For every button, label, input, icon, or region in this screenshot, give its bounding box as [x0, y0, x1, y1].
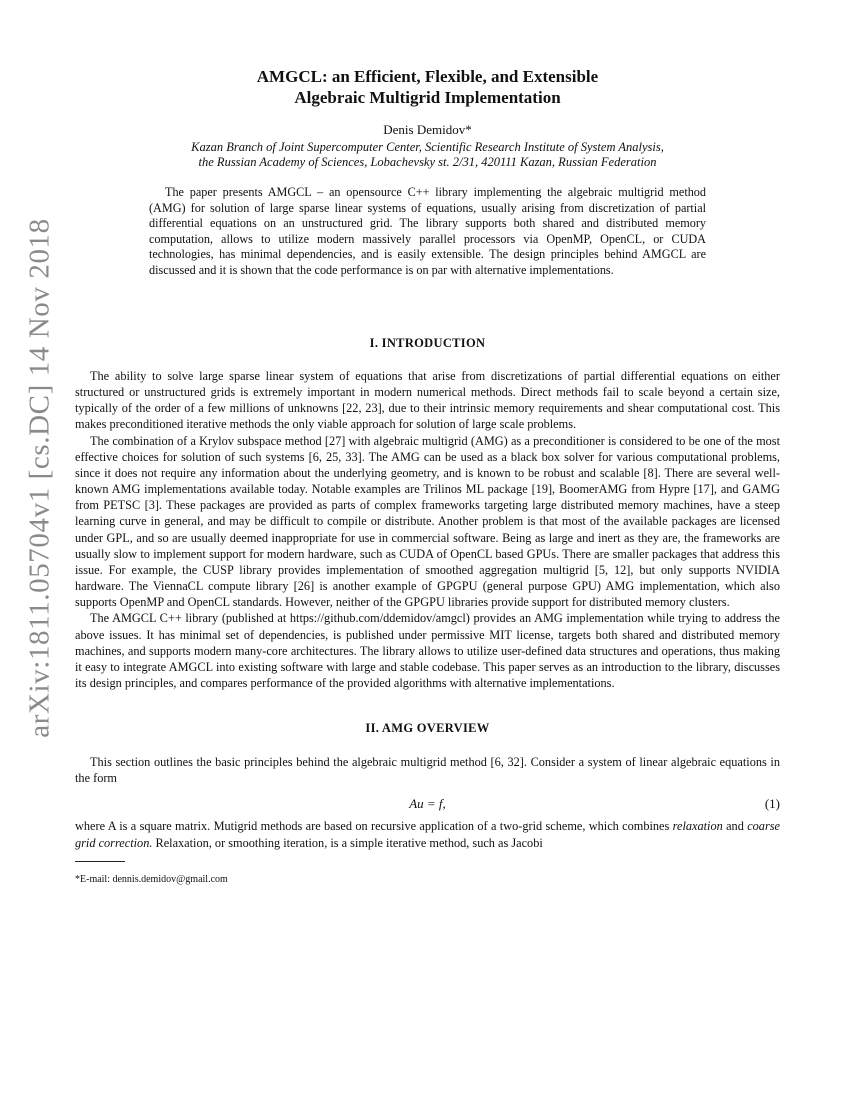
- amg-text-part-2: and: [722, 819, 748, 834]
- paper-title: [75, 66, 780, 108]
- equation-number: (1): [764, 796, 780, 812]
- equation-body: Au = f,: [409, 796, 446, 812]
- intro-paragraph-1: The ability to solve large sparse linear system of equations that arise from discretizations of partial differential equations on either structured or unstructured grids is extremely important in modern numerical methods. Direct methods fail to scale beyond a certain size, typically of the order of a few millions of unknowns [22, 23], due to their intrinsic memory requirements and shear computational cost. This makes preconditioned iterative methods the only viable approach for solution of large scale problems.: [75, 369, 780, 432]
- footnote-email: *E-mail: dennis.demidov@gmail.com: [75, 873, 228, 885]
- arxiv-id-text: arXiv:1811.05704v1 [cs.DC] 14 Nov 2018: [23, 218, 56, 738]
- footnote-divider: [75, 861, 125, 862]
- intro-paragraph-2: The combination of a Krylov subspace method [27] with algebraic multigrid (AMG) as a preconditioner is considered to be one of the most effective choices for solution of such systems [6, 25, 33]. The AMG can be used as a black box solver for various computational problems, since it does not require any information about the underlying geometry, and is known to be robust and scalable [8]. There are several well-known AMG implementations available today. Notable examples are Trilinos ML package [19], BoomerAMG from Hypre [17], and GAMG from PETSC [3]. These packages are provided as parts of complex frameworks targeting large distributed memory machines, have a steep learning curve in general, and may be difficult to compile or distribute. Another problem is that most of the available packages are licensed under GPL, and so are usually deemed inappropriate for use in commercial software. Being as large and inert as they are, the frameworks are usually slow to implement support for modern hardware, such as CUDA of OpenCL based GPUs. There are smaller packages that address this issue. For example, the CUSP library provides implementation of smoothed aggregation multigrid [5, 12], but only supports NVIDIA hardware. The ViennaCL compute library [26] is another example of GPGPU (general purpose GPU) AMG implementation, which also supports OpenMP and OpenCL standards. However, neither of the GPGPU libraries provide support for distributed memory clusters.: [75, 433, 780, 610]
- title-line-2: Algebraic Multigrid Implementation: [294, 88, 561, 107]
- amg-paragraph-2: [75, 818, 780, 850]
- arxiv-identifier-stamp: [0, 0, 80, 1100]
- term-relaxation: relaxation: [672, 819, 723, 834]
- author-name: Denis Demidov*: [383, 122, 472, 137]
- title-line-1: AMGCL: an Efficient, Flexible, and Extensible: [256, 67, 599, 86]
- intro-paragraph-3: The AMGCL C++ library (published at https://github.com/ddemidov/amgcl) provides an AMG implementation while trying to address the above issues. It has minimal set of dependencies, is published under permissive MIT license, targets both shared and distributed memory machines, and supports modern many-core architectures. The library allows to utilize user-defined data structures and operations, thus making it easy to integrate AMGCL into existing software with large and stable codebase. This paper serves as an introduction to the library, discusses its design principles, and compares performance of the provided algorithms with alternative implementations.: [75, 611, 780, 690]
- affiliation: [75, 140, 780, 170]
- abstract: The paper presents AMGCL – an opensource C++ library implementing the algebraic multigrid method (AMG) for solution of large sparse linear systems of equations, usually arising from discretization of partial differential equations on an unstructured grid. The library supports both shared and distributed memory computation, allows to utilize modern massively parallel processors via OpenMP, OpenCL, or CUDA technologies, has minimal dependencies, and is easily extensible. The design principles behind AMGCL are discussed and it is shown that the code performance is on par with alternative implementations.: [149, 185, 706, 277]
- amg-text-part-3: Relaxation, or smoothing iteration, is a simple iterative method, such as Jacobi: [152, 835, 543, 850]
- amg-paragraph-1: This section outlines the basic principles behind the algebraic multigrid method [6, 32]. Consider a system of linear algebraic equations in the form: [75, 755, 780, 786]
- amg-text-part-1: where A is a square matrix. Mutigrid methods are based on recursive application of a two-grid scheme, which combines: [75, 819, 673, 834]
- section-heading-introduction: I. INTRODUCTION: [369, 336, 486, 350]
- affiliation-line-1: Kazan Branch of Joint Supercomputer Center, Scientific Research Institute of System Analysis,: [191, 140, 664, 154]
- section-heading-amg-overview: II. AMG OVERVIEW: [365, 721, 490, 736]
- affiliation-line-2: the Russian Academy of Sciences, Lobachevsky st. 2/31, 420111 Kazan, Russian Federation: [198, 155, 657, 169]
- paper-page: [75, 66, 780, 885]
- equation-1: [75, 792, 780, 818]
- term-coarse-grid-correction: coarse grid correction.: [75, 819, 780, 850]
